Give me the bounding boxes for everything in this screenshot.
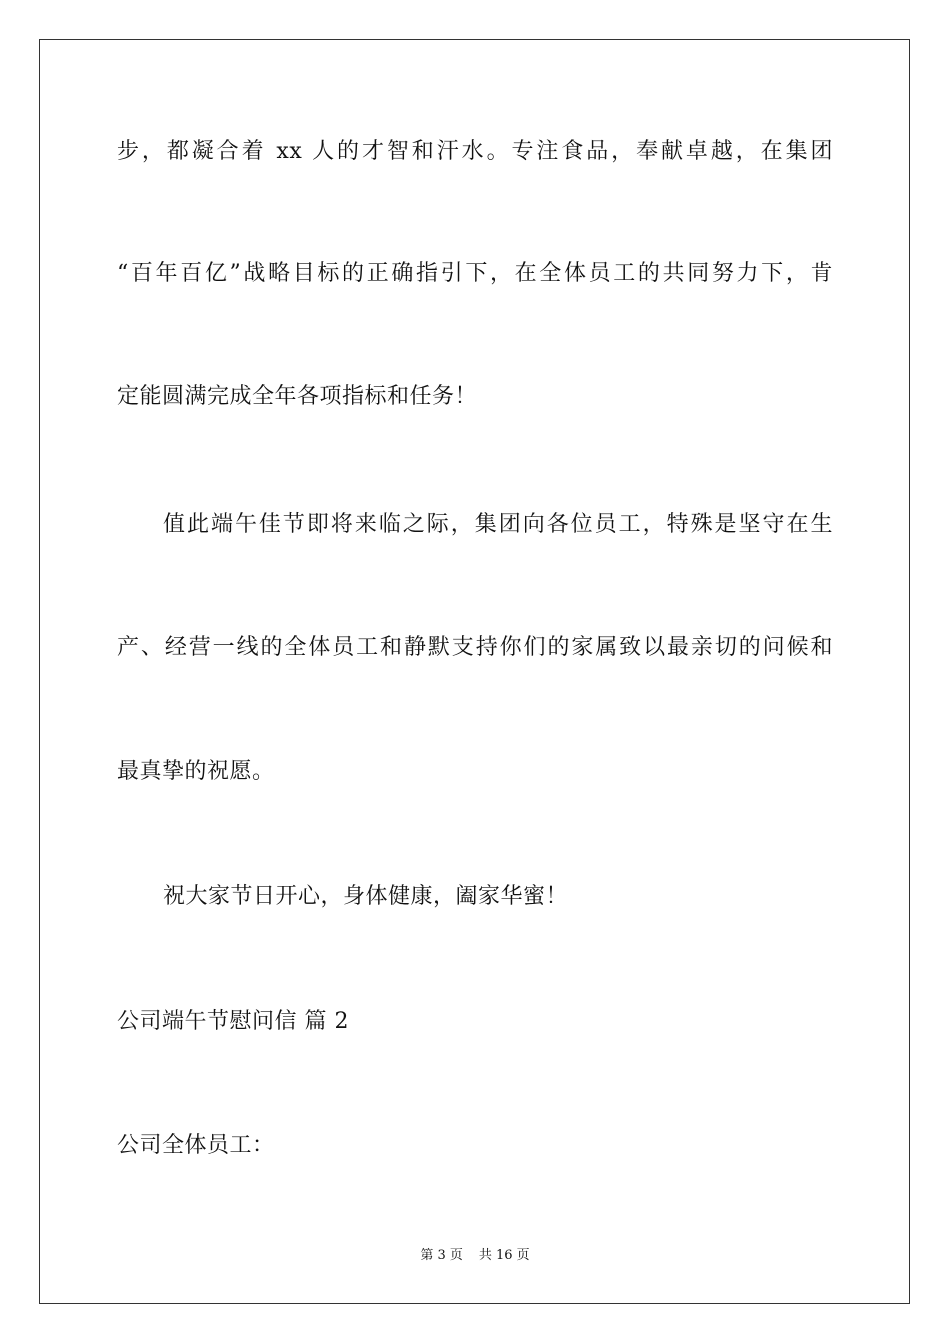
body-line-2: “百年百亿”战略目标的正确指引下，在全体员工的共同努力下，肯 — [117, 261, 833, 286]
body-line-5: 产、经营一线的全体员工和静默支持你们的家属致以最亲切的问候和 — [117, 635, 833, 660]
current-page-label: 第 3 页 — [420, 1248, 463, 1263]
total-pages-label: 共 16 页 — [478, 1248, 530, 1263]
body-line-1: 步，都凝合着 xx 人的才智和汗水。专注食品，奉献卓越，在集团 — [117, 139, 833, 164]
body-line-3: 定能圆满完成全年各项指标和任务！ — [117, 384, 478, 409]
body-line-4: 值此端午佳节即将来临之际，集团向各位员工，特殊是坚守在生 — [163, 512, 833, 537]
salutation-line: 公司全体员工： — [117, 1133, 275, 1158]
section-heading: 公司端午节慰问信 篇 2 — [117, 1009, 349, 1034]
body-line-6: 最真挚的祝愿。 — [117, 759, 275, 784]
page-border — [39, 39, 910, 1304]
body-line-7: 祝大家节日开心，身体健康，阖家华蜜！ — [163, 884, 569, 909]
page-footer — [0, 1247, 950, 1265]
